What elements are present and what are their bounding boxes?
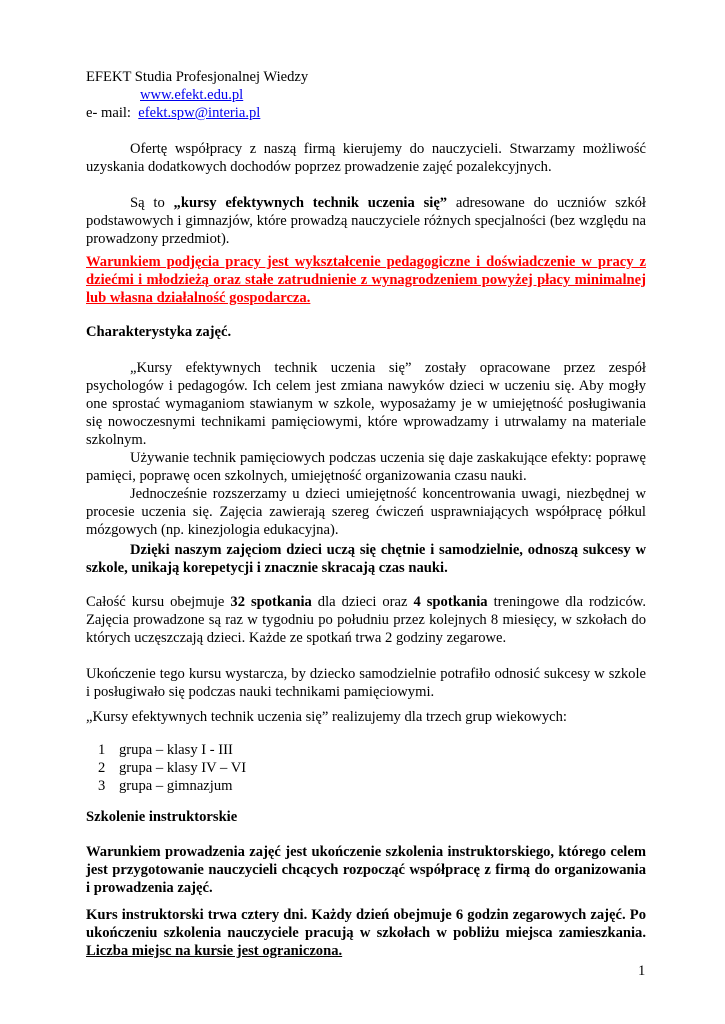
website-link[interactable]: [140, 86, 243, 104]
groups-list: [98, 741, 246, 795]
course-p1-c: dla dzieci oraz: [311, 594, 414, 610]
characteristics-paragraph-1: „Kursy efektywnych technik uczenia się” zostały opracowane przez zespół psychologów i pedagogów. Ich celem jest zmiana nawyków dzieci w uczeniu się. Aby mogły one sprostać wymaganiom stawianym w szkole, wyposażamy je w umiejętność posługiwania się nowoczesnymi technikami pamięciowymi, które wprowadzamy i utrwalamy na materiale szkolnym.: [86, 360, 646, 448]
highlight-text: Dzięki naszym zajęciom dzieci uczą się chętnie i samodzielnie, odnoszą sukcesy w szkole, unikają korepetycji i znacznie skracają czas nauki.: [86, 542, 646, 576]
characteristics-paragraph-2: Używanie technik pamięciowych podczas uczenia się daje zaskakujące efekty: poprawę pamięci, poprawę ocen szkolnych, umiejętność organizowania czasu nauki.: [86, 450, 646, 484]
list-item-number: 1: [98, 742, 106, 758]
intro-p2-after: adresowane do uczniów szkół podstawowych i gimnazjów, które prowadzą nauczyciele różnych specjalności (bez względu na prowadzony przedmiot).: [86, 195, 646, 247]
groups-intro: „Kursy efektywnych technik uczenia się” realizujemy dla trzech grup wiekowych:: [86, 709, 567, 725]
characteristics-paragraph-3: Jednocześnie rozszerzamy u dzieci umiejętność koncentrowania uwagi, niezbędnej w procesie uczenia się. Zajęcia zawierają szereg ćwiczeń usprawniających współpracę półkul mózgowych (np. kinezjologia edukacyjna).: [86, 486, 646, 538]
characteristics-heading-text: Charakterystyka zajęć.: [86, 324, 232, 340]
list-item-text: grupa – klasy I - III: [119, 742, 233, 758]
email-link[interactable]: efekt.spw@interia.pl: [138, 105, 261, 121]
intro-p2-bold: „kursy efektywnych technik uczenia się”: [173, 195, 448, 211]
course-p1-e: treningowe dla rodziców. Zajęcia prowadzone są raz w tygodniu po południu przez kolejnych 8 miesięcy, w szkołach do których uczęszczają dzieci. Każde ze spotkań trwa 2 godziny zegarowe.: [86, 594, 646, 646]
email-label: e- mail:: [86, 105, 131, 121]
page-number: 1: [638, 963, 646, 979]
company-name: EFEKT Studia Profesjonalnej Wiedzy: [86, 69, 309, 85]
course-p1-b: 32 spotkania: [230, 594, 312, 610]
course-paragraph-1: [86, 593, 646, 647]
training-p3-text: Liczba miejsc na kursie jest ograniczona.: [86, 943, 343, 959]
training-paragraph-2: [86, 906, 646, 960]
requirement-text: Warunkiem podjęcia pracy jest wykształcenie pedagogiczne i doświadczenie w pracy z dziećmi i młodzieżą oraz stałe zatrudnienie z wynagrodzeniem powyżej płacy minimalnej lub własna działalność gospodarcza.: [86, 254, 646, 306]
list-item-text: grupa – gimnazjum: [119, 778, 233, 794]
website-text[interactable]: www.efekt.edu.pl: [140, 87, 244, 103]
list-item-number: 2: [98, 760, 106, 776]
list-item: [98, 777, 246, 795]
training-p2-text: Kurs instruktorski trwa cztery dni. Każdy dzień obejmuje 6 godzin zegarowych zajęć. Po ukończeniu szkolenia nauczyciele pracują w szkołach w pobliżu miejsca zamieszkania.: [86, 907, 646, 941]
list-item: [98, 741, 246, 759]
characteristics-heading: [86, 323, 646, 341]
training-paragraph-1: [86, 843, 646, 897]
course-p1-d: 4 spotkania: [413, 594, 488, 610]
highlight-paragraph: [86, 541, 646, 577]
intro-paragraph-2: [86, 194, 646, 248]
course-p1-a: Całość kursu obejmuje: [86, 594, 231, 610]
list-item-text: grupa – klasy IV – VI: [119, 760, 247, 776]
training-heading: [86, 808, 646, 826]
intro-paragraph-1: Ofertę współpracy z naszą firmą kierujemy do nauczycieli. Stwarzamy możliwość uzyskania dodatkowych dochodów poprzez prowadzenie zajęć pozalekcyjnych.: [86, 141, 646, 175]
training-p1-text: Warunkiem prowadzenia zajęć jest ukończenie szkolenia instruktorskiego, którego celem jest przygotowanie nauczycieli chcących rozpocząć współpracę z firmą do organizowania i prowadzenia zajęć.: [86, 844, 646, 896]
intro-p2-before: Są to: [130, 195, 174, 211]
course-paragraph-2: Ukończenie tego kursu wystarcza, by dziecko samodzielnie potrafiło odnosić sukcesy w szkole i posługiwało się podczas nauki technikami pamięciowymi.: [86, 666, 646, 700]
email-line: [86, 104, 646, 122]
list-item: [98, 759, 246, 777]
list-item-number: 3: [98, 778, 106, 794]
training-heading-text: Szkolenie instruktorskie: [86, 809, 238, 825]
